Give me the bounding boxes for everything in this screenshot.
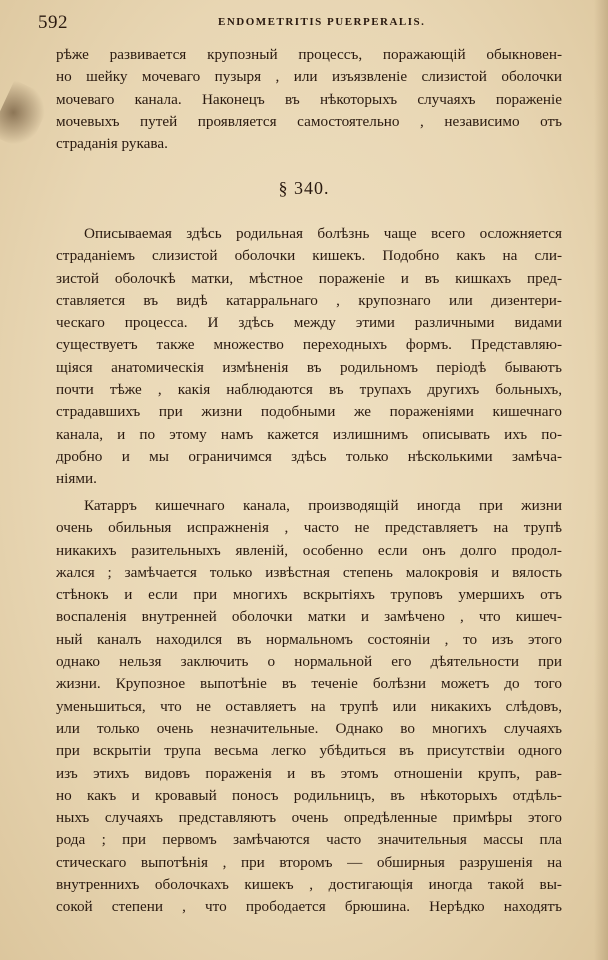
text-line: однако нельзя заключить о нормальной его дѣятельности при [56, 653, 562, 671]
text-line: ческаго процесса. И здѣсь между этими различными видами [56, 314, 562, 332]
text-line: мочеваго канала. Наконецъ въ нѣкоторыхъ случаяхъ пораженіе [56, 90, 562, 108]
text-line: ный каналъ находился въ нормальномъ состояніи , то изъ этого [56, 630, 562, 648]
page-stain [0, 80, 53, 152]
text-line: ніями. [56, 470, 97, 488]
text-line: уменьшиться, что не оставляетъ на трупѣ или никакихъ слѣдовъ, [56, 697, 562, 715]
paragraph-2 [56, 495, 562, 919]
text-line: очень обильныя испражненія , часто не представляетъ на трупѣ [56, 519, 562, 537]
text-line: мочевыхъ путей проявляется самостоятельно , независимо отъ [56, 112, 562, 130]
text-line: жался ; замѣчается только извѣстная степень малокровія и вялость [56, 563, 562, 581]
text-line: жизни. Крупозное выпотѣніе въ теченіе болѣзни можетъ до того [56, 675, 562, 693]
text-line: стическаго выпотѣнія , при второмъ — обширныя разрушенія на [56, 853, 562, 871]
text-line: ныхъ случаяхъ представляютъ очень опредѣленные примѣры этого [56, 809, 562, 827]
text-line: но какъ и кровавый поносъ родильницъ, въ нѣкоторыхъ отдѣль- [56, 786, 562, 804]
text-line: внутреннихъ оболочкахъ кишекъ , достигающія иногда такой вы- [56, 876, 562, 894]
text-line: никакихъ разительныхъ явленій, особенно если онъ долго продол- [56, 541, 562, 559]
text-line: рѣже развивается крупозный процессъ, поражающій обыкновен- [56, 46, 562, 63]
text-line: страдавшихъ при жизни подобными же пораженіями кишечнаго [56, 403, 562, 421]
section-heading: § 340. [278, 178, 330, 198]
text-line: страданія рукава. [56, 135, 168, 153]
text-line: сокой степени , что прободается брюшина. Нерѣдко находятъ [56, 898, 562, 916]
running-title: ENDOMETRITIS PUERPERALIS. [218, 16, 426, 28]
text-line: при вскрытіи трупа весьма легко убѣдиться въ присутствіи одного [56, 742, 562, 760]
text-line: существуетъ также множество переходныхъ формъ. Представляю- [56, 336, 562, 354]
intro-text [56, 44, 562, 155]
text-line: воспаленія внутренней оболочки матки и замѣчено , что кишеч- [56, 608, 562, 626]
page-number: 592 [38, 12, 68, 33]
text-line: стѣнокъ и если при многихъ вскрытіяхъ труповъ умершихъ отъ [56, 586, 562, 604]
text-line: зистой оболочкѣ матки, мѣстное пораженіе и въ кишкахъ пред- [56, 269, 562, 287]
running-head [38, 12, 578, 36]
text-line: щіяся анатомическія измѣненія въ родильномъ періодѣ бываютъ [56, 358, 562, 376]
text-line: Катарръ кишечнаго канала, производящій иногда при жизни [84, 497, 562, 514]
text-line: но шейку мочеваго пузыря , или изъязвленіе слизистой оболочки [56, 68, 562, 86]
text-line: изъ этихъ видовъ пораженія и въ этомъ отношеніи крупъ, рав- [56, 764, 562, 782]
page-edge-shadow [594, 0, 608, 960]
text-line: канала, и по этому намъ кажется излишнимъ описывать ихъ по- [56, 425, 562, 443]
text-line: рода ; при первомъ замѣчаются часто значительныя массы пла [56, 831, 562, 849]
text-line: почти тѣже , какія наблюдаются въ трупахъ другихъ больныхъ, [56, 381, 562, 399]
text-line: дробно и мы ограничимся здѣсь только нѣсколькими замѣча- [56, 447, 562, 465]
text-line: или только очень незначительные. Однако во многихъ случаяхъ [56, 719, 562, 737]
text-line: ставляется въ видѣ катарральнаго , крупознаго или дизентери- [56, 291, 562, 309]
text-line: Описываемая здѣсь родильная болѣзнь чаще всего осложняется [84, 225, 562, 242]
paragraph-1 [56, 223, 562, 491]
text-line: страданіемъ слизистой оболочки кишекъ. Подобно какъ на сли- [56, 247, 562, 265]
